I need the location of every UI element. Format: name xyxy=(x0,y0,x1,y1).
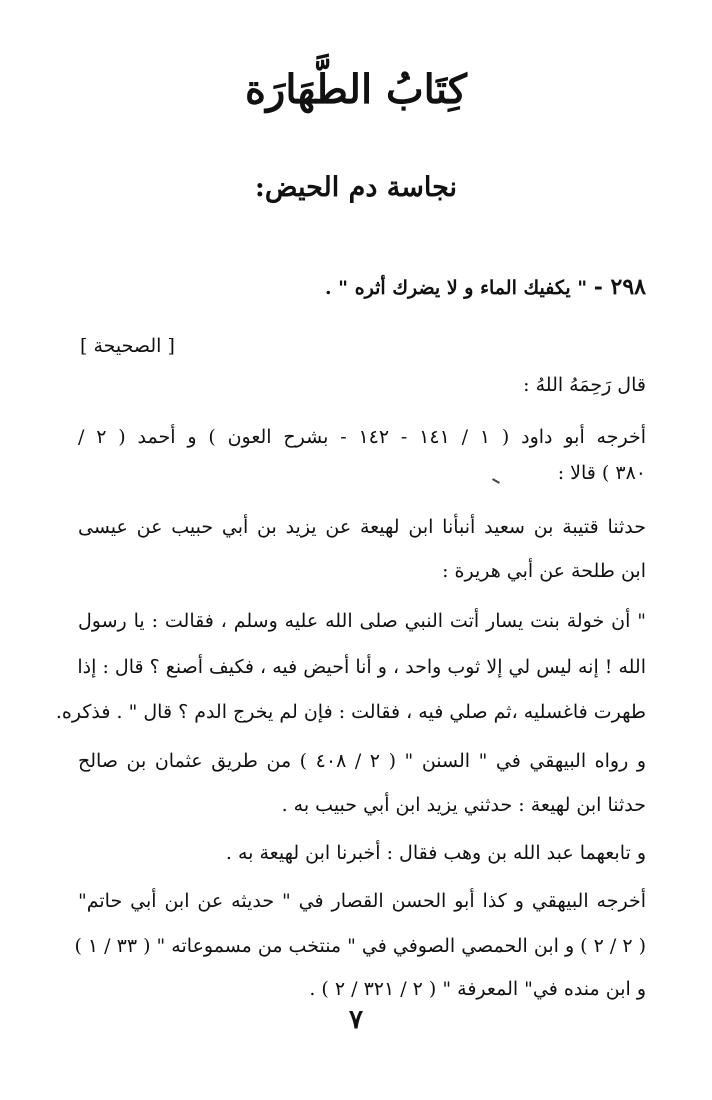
author-intro: قال رَحِمَهُ اللهُ : xyxy=(523,374,646,396)
paragraph-line: و ابن منده في" المعرفة " ( ٢ / ٣٢١ / ٢ ) . xyxy=(309,978,646,1000)
chapter-title: نجاسة دم الحيض: xyxy=(254,172,458,203)
page-number: ٧ xyxy=(349,1005,363,1035)
paragraph-line: أخرجه أبو داود ( ١ / ١٤١ - ١٤٢ - بشرح العون ) و أحمد ( ٢ / xyxy=(78,426,646,448)
paragraph-line: الله ! إنه ليس لي إلا ثوب واحد ، و أنا أحيض فيه ، فكيف أصنع ؟ قال : إذا xyxy=(77,656,646,678)
paragraph-line: طهرت فاغسليه ،ثم صلي فيه ، فقالت : فإن لم يخرج الدم ؟ قال " . فذكره. xyxy=(55,701,646,723)
paragraph-line: و رواه البيهقي في " السنن " ( ٢ / ٤٠٨ ) من طريق عثمان بن صالح xyxy=(78,750,646,772)
book-title: كِتَابُ الطَّهَارَة xyxy=(245,66,467,113)
paragraph-line: حدثنا ابن لهيعة : حدثني يزيد ابن أبي حبيب به . xyxy=(281,794,646,816)
hadith-heading xyxy=(325,270,646,305)
hadith-number: ٢٩٨ - xyxy=(593,274,646,300)
stray-mark xyxy=(492,478,500,484)
paragraph-line: أخرجه البيهقي و كذا أبو الحسن القصار في " حديثه عن ابن أبي حاتم" xyxy=(78,890,646,912)
paragraph-line: " أن خولة بنت يسار أتت النبي صلى الله عليه وسلم ، فقالت : يا رسول xyxy=(78,610,646,632)
hadith-text: " يكفيك الماء و لا يضرك أثره " . xyxy=(324,277,588,299)
paragraph-line: و تابعهما عبد الله بن وهب فقال : أخبرنا ابن لهيعة به . xyxy=(225,842,646,864)
paragraph-line: حدثنا قتيبة بن سعيد أنبأنا ابن لهيعة عن يزيد بن أبي حبيب عن عيسى xyxy=(78,516,646,538)
paragraph-line: ابن طلحة عن أبي هريرة : xyxy=(442,560,646,582)
paragraph-line: ( ٢ / ٢ ) و ابن الحمصي الصوفي في " منتخب من مسموعاته " ( ٣٣ / ١ ) xyxy=(74,935,646,957)
paragraph-line: ٣٨٠ ) قالا : xyxy=(557,462,646,484)
hadith-grade: [ الصحيحة ] xyxy=(80,335,175,357)
